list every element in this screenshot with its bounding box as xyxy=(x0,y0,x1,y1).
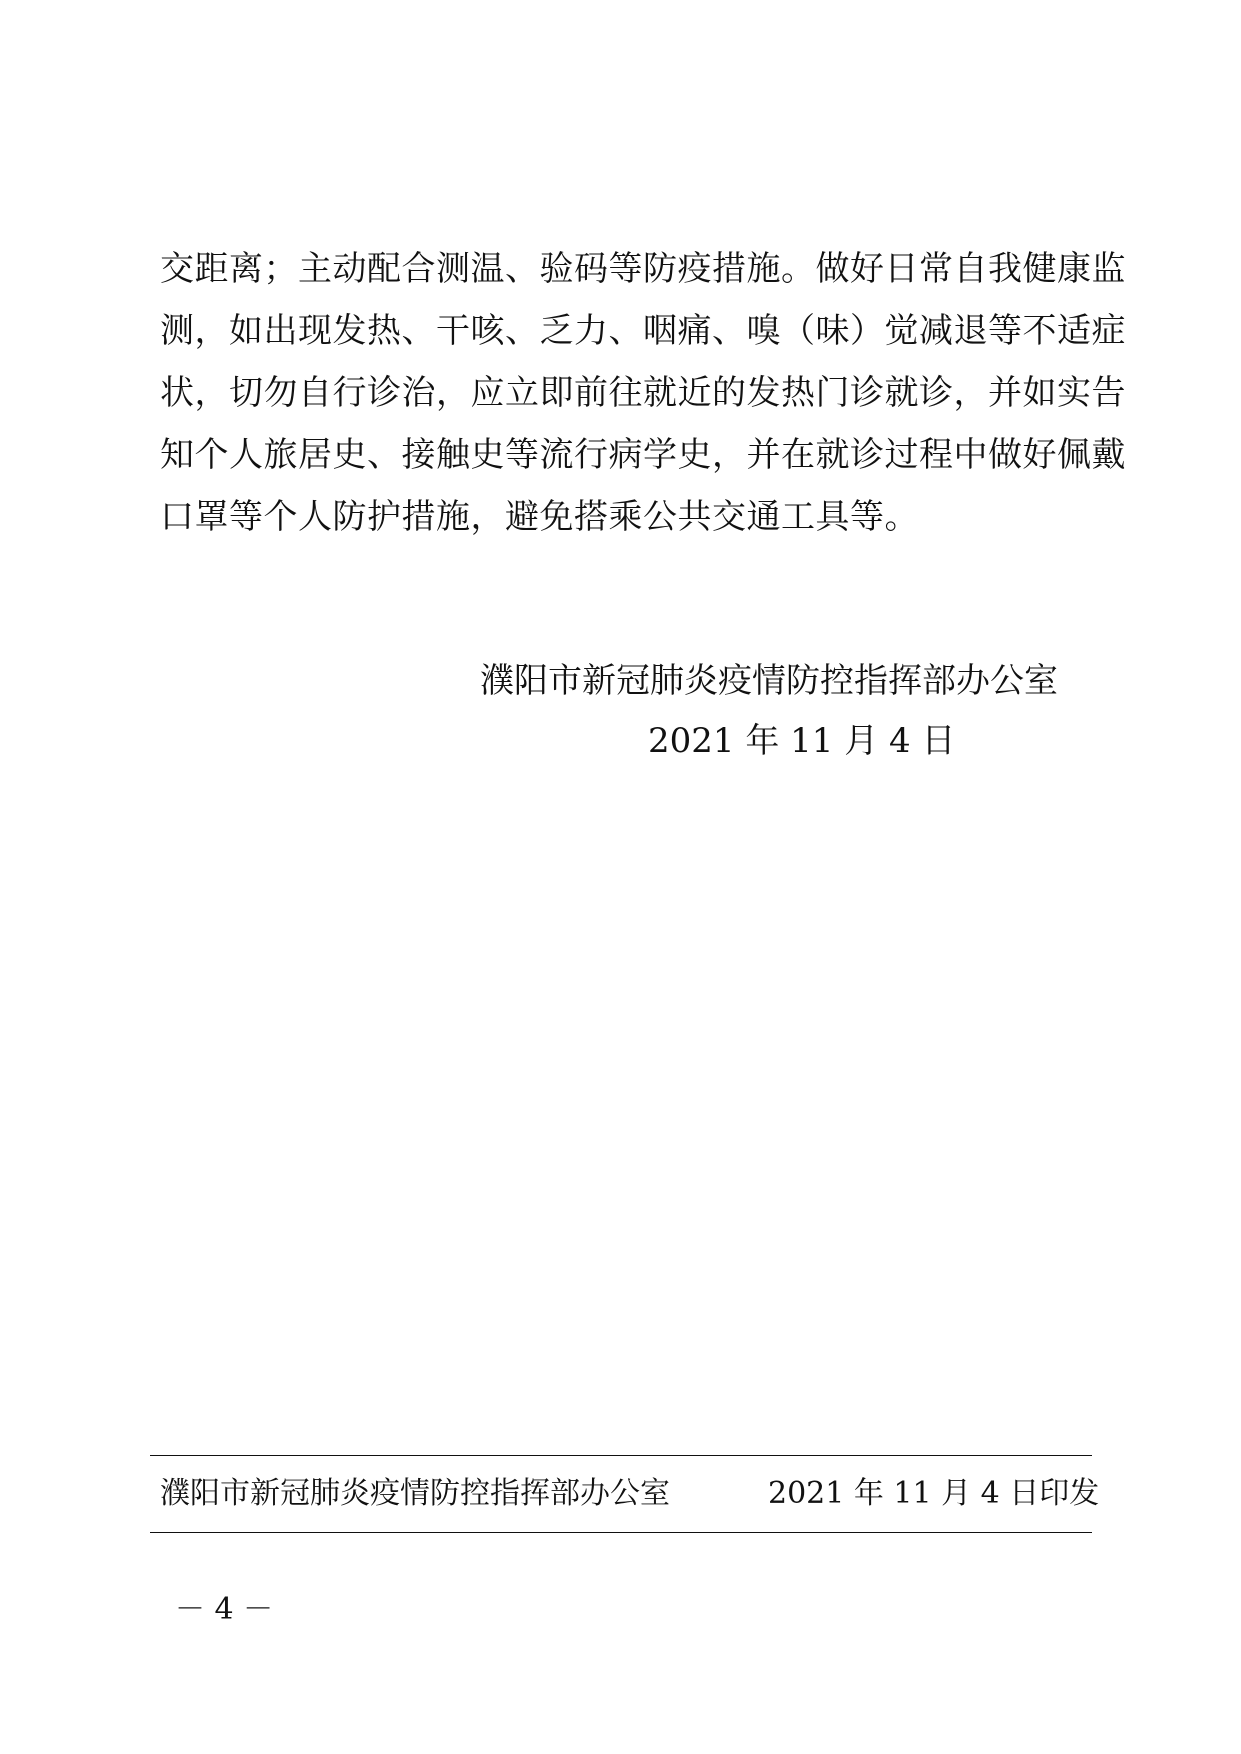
page-number: － 4 － xyxy=(175,1592,274,1627)
body-paragraph xyxy=(160,238,1126,548)
footer-issue-date: 2021 年 11 月 4 日印发 xyxy=(768,1476,1100,1511)
footer-top-rule xyxy=(150,1455,1092,1456)
body-line-3: 状，切勿自行诊治，应立即前往就近的发热门诊就诊，并如实告 xyxy=(160,373,1126,413)
signature-date: 2021 年 11 月 4 日 xyxy=(648,721,956,761)
body-line-5: 口罩等个人防护措施，避免搭乘公共交通工具等。 xyxy=(160,497,919,537)
footer-bottom-rule xyxy=(150,1532,1092,1533)
body-line-2: 测，如出现发热、干咳、乏力、咽痛、嗅（味）觉减退等不适症 xyxy=(160,311,1126,351)
signature-issuer: 濮阳市新冠肺炎疫情防控指挥部办公室 xyxy=(480,661,1058,701)
footer-issuer: 濮阳市新冠肺炎疫情防控指挥部办公室 xyxy=(160,1476,670,1511)
body-line-4: 知个人旅居史、接触史等流行病学史，并在就诊过程中做好佩戴 xyxy=(160,435,1126,475)
body-line-1: 交距离；主动配合测温、验码等防疫措施。做好日常自我健康监 xyxy=(160,249,1126,289)
